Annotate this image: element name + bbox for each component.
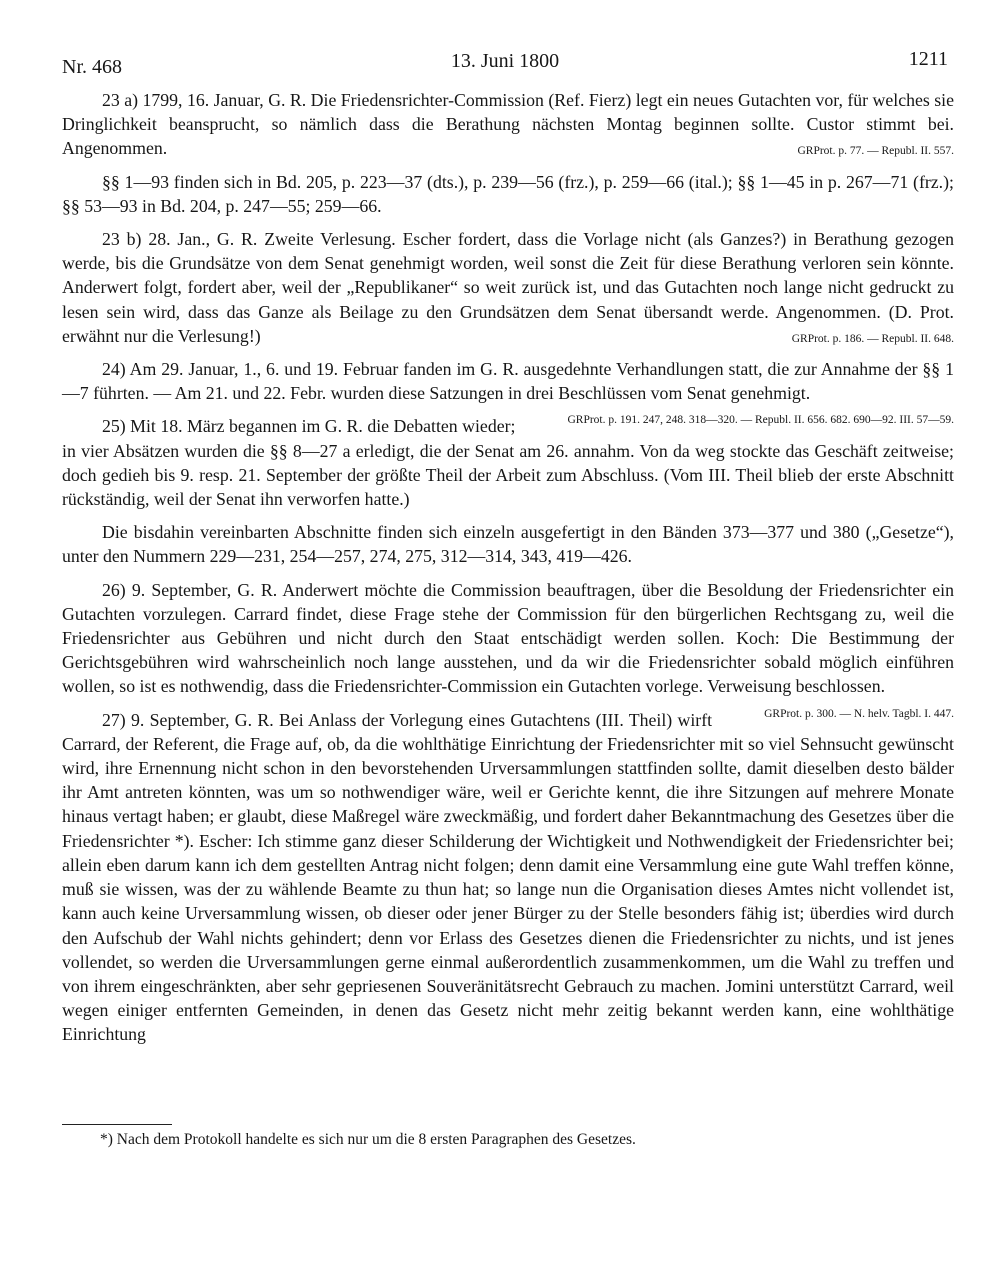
source-reference: GRProt. p. 191. 247, 248. 318—320. — Republ. II. 656. 682. 690—92. III. 57—59. [567, 414, 954, 427]
paragraph-sections-list [62, 520, 954, 568]
paragraph-text: 26) 9. September, G. R. Anderwert möchte die Commission beauftragen, über die Besoldung der Friedensrichter ein Gutachten vorzulegen. Carrard findet, diese Frage stehe der Commission für den bürgerlichen Rechtsgang zu, weil die Friedensrichter aus Gebühren und nicht durch den Staat entschädigt werden sollen. Koch: Die Bestimmung der Gerichtsgebühren wird wahrscheinlich noch lange ausstehen, und da wir die Friedensrichter sobald möglich einführen wollen, so ist es nothwendig, dass die Friedensrichter-Commission ein Gutachten vorlege. Verweisung beschlossen. [62, 579, 954, 697]
paragraph-24 [62, 357, 954, 427]
paragraph-sections [62, 170, 954, 218]
footnote-divider [62, 1124, 172, 1125]
document-number: Nr. 468 [62, 56, 122, 78]
paragraph-text: §§ 1—93 finden sich in Bd. 205, p. 223—37 (dts.), p. 239—56 (frz.), p. 259—66 (ital.); §§ 1—45 in p. 267—71 (frz.); §§ 53—93 in Bd. 204, p. 247—55; 259—66. [62, 171, 954, 216]
page-header [62, 48, 948, 78]
source-reference: GRProt. p. 186. — Republ. II. 648. [791, 332, 954, 345]
page-number: 1211 [908, 48, 948, 70]
source-reference: GRProt. p. 300. — N. helv. Tagbl. I. 447. [764, 707, 954, 720]
paragraph-text: 23 a) 1799, 16. Januar, G. R. Die Friedensrichter-Commission (Ref. Fierz) legt ein neues Gutachten vor, für welches sie Dringlichkeit beansprucht, so nämlich dass die Berathung nächsten Montag beginnen sollte. Custor stimmt bei. Angenommen. [62, 90, 954, 159]
source-reference: GRProt. p. 77. — Republ. II. 557. [797, 145, 954, 158]
paragraph-23a [62, 88, 954, 161]
paragraph-text: 27) 9. September, G. R. Bei Anlass der Vorlegung eines Gutachtens (III. Theil) wirft Carrard, der Referent, die Frage auf, ob, da die wohlthätige Einrichtung der Friedensrichter mit so viel Sehnsucht gewünscht wird, ihre Ernennung nicht schon in den bevorstehenden Urversammlungen stattfinden sollte, damit dieselben desto bälder ihr Amt antreten könnten, was um so nothwendiger wäre, weil er Gerichte kennt, die ihre Sitzungen auf mehrere Monate hinaus vertagt haben; er glaubt, diese Maßregel wäre zweckmäßig, und fordert daher Bekanntmachung des Gesetzes über die Friedensrichter *). Escher: Ich stimme ganz dieser Schilderung der Wichtigkeit und Nothwendigkeit der Friedensrichter bei; allein eben darum kann ich dem gestellten Antrag nicht folgen; denn damit eine Versammlung eine gute Wahl treffen könne, muß sie wissen, was der zu wählende Beamte zu thun hat; so lange nun die Organisation dieses Amtes nicht vollendet ist, kann auch keine Urversammlung wissen, ob dieser oder jener Bürger zu der Stelle besonders fähig ist; überdies wird durch den Aufschub der Wahl nichts gehindert; denn vor Erlass des Gesetzes dienen die Friedensrichter zu nichts, und ist jenes vollendet, so werden die Urversammlungen gerne einmal außerordentlich zusammenkommen, um die Wahl zu treffen und von ihrem eingeschränkten, aber sehr gepriesenen Souveränitätsrecht Gebrauch zu machen. Jomini unterstützt Carrard, weil wegen einiger entfernten Gemeinden, in denen das Gesetz nicht mehr zeitig bekannt werden kann, eine wohlthätige Einrichtung [62, 709, 954, 1045]
paragraph-text: Die bisdahin vereinbarten Abschnitte finden sich einzeln ausgefertigt in den Bänden 373—377 und 380 („Gesetze“), unter den Nummern 229—231, 254—257, 274, 275, 312—314, 343, 419—426. [62, 522, 954, 567]
document-body [62, 88, 954, 1056]
footnote: *) Nach dem Protokoll handelte es sich nur um die 8 ersten Paragraphen des Gesetzes. [100, 1131, 636, 1148]
paragraph-text: 23 b) 28. Jan., G. R. Zweite Verlesung. Escher fordert, dass die Vorlage nicht (als Ganzes?) in Berathung gezogen werde, bis die Grundsätze von dem Senat genehmigt worden, weil sonst die Zeit für diese Berathung verloren sein könnte. Anderwert folgt, fordert aber, weil der „Republikaner“ so weit zurück ist, und das Gutachten noch lange nicht gedruckt zu lesen sein wird, dass das Ganze als Beilage zu den Grundsätzen dem Senat übersandt werde. Angenommen. (D. Prot. erwähnt nur die Verlesung!) [62, 229, 954, 346]
paragraph-27 [62, 708, 954, 1047]
paragraph-26 [62, 578, 954, 720]
paragraph-text: 24) Am 29. Januar, 1., 6. und 19. Februar fanden im G. R. ausgedehnte Verhandlungen statt, die zur Annahme der §§ 1—7 führten. — Am 21. und 22. Febr. wurden diese Satzungen in drei Beschlüssen vom Senat genehmigt. [62, 359, 954, 404]
paragraph-text: 25) Mit 18. März begannen im G. R. die Debatten wieder; in vier Absätzen wurden die §§ 8—27 a erledigt, die der Senat am 26. annahm. Von da weg stockte das Geschäft zeitweise; doch gedieh bis 9. resp. 21. September der größte Theil der Arbeit zum Abschluss. (Vom III. Theil blieb der erste Abschnitt rückständig, weil der Senat ihn verworfen hatte.) [62, 416, 954, 510]
page-date: 13. Juni 1800 [450, 50, 560, 72]
paragraph-23b [62, 227, 954, 348]
